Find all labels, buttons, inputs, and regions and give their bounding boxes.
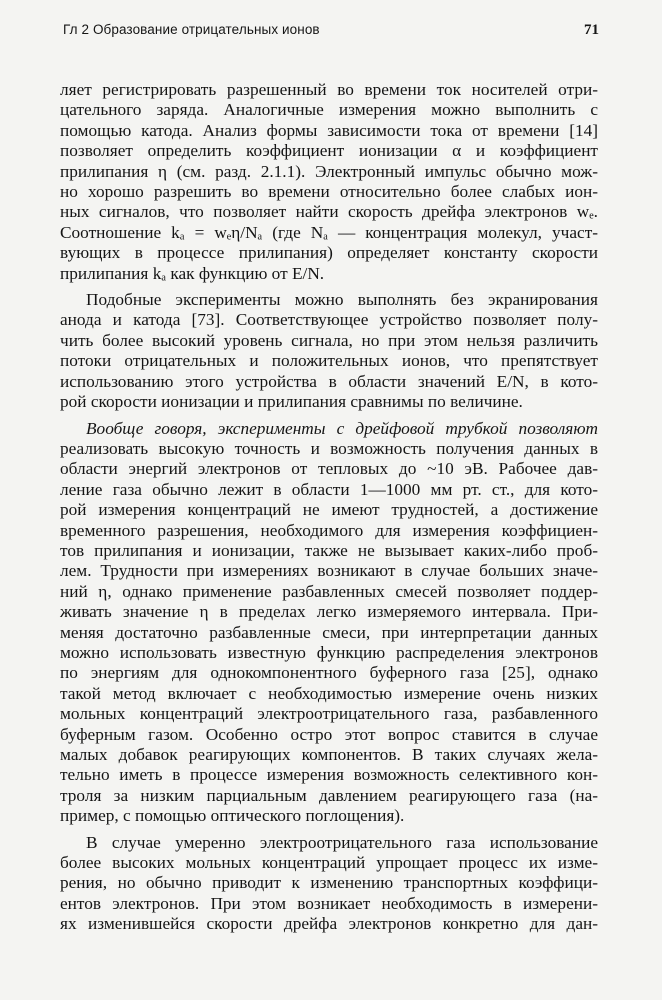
- text-line: рой измерения концентраций не имеют трудностей, а достижение: [60, 500, 598, 520]
- text-line: тельно иметь в процессе измерения возможность селективного кон-: [60, 765, 598, 785]
- text-line: можно использовать известную функцию распределения электронов: [60, 642, 598, 662]
- text-line: но хорошо разрешить во времени относительно более слабых ион-: [60, 182, 598, 202]
- text-line: рой скорости ионизации и прилипания сравнимы по величине.: [60, 392, 523, 412]
- text-line: области энергий электронов от тепловых до ~10 эВ. Рабочее дав-: [60, 459, 598, 479]
- text-line: Вообще говоря, эксперименты с дрейфовой трубкой позволяют: [86, 418, 598, 438]
- text-line: чить более высокий уровень сигнала, но при этом нельзя различить: [60, 330, 598, 350]
- text-line: временного разрешения, необходимого для измерения коэффициен-: [60, 520, 598, 540]
- text-line: ных сигналов, что позволяет найти скорость дрейфа электронов wₑ.: [60, 202, 598, 222]
- text-line: ентов электронов. При этом возникает необходимость в измерени-: [60, 893, 598, 913]
- text-line: ляет регистрировать разрешенный во времени ток носителей отри-: [60, 80, 598, 99]
- text-line: помощью катода. Анализ формы зависимости тока от времени [14]: [60, 120, 598, 140]
- paragraph-3: [60, 419, 598, 827]
- text-line: В случае умеренно электроотрицательного газа использование: [86, 832, 598, 852]
- text-line: цательного заряда. Аналогичные измерения можно выполнить с: [60, 100, 598, 120]
- text-line: по энергиям для однокомпонентного буферного газа [25], однако: [60, 663, 598, 683]
- body-text: [60, 80, 598, 941]
- text-line: рения, но обычно приводит к изменению транспортных коэффици-: [60, 873, 598, 893]
- text-line: ление газа обычно лежит в области 1—1000 мм рт. ст., для кото-: [60, 479, 598, 499]
- paragraph-1: [60, 80, 598, 284]
- text-line: мольных концентраций электроотрицательного газа, разбавленного: [60, 704, 598, 724]
- paragraph-2: [60, 290, 598, 412]
- text-line: потоки отрицательных и положительных ионов, что препятствует: [60, 351, 598, 371]
- text-line: прилипания η (см. разд. 2.1.1). Электронный импульс обычно мож-: [60, 161, 598, 181]
- text-line: троля за низким парциальным давлением реагирующего газа (на-: [60, 785, 598, 805]
- text-line: малых добавок реагирующих компонентов. В таких случаях жела-: [60, 745, 598, 764]
- text-line: вующих в процессе прилипания) определяет константу скорости: [60, 243, 598, 263]
- paragraph-4: [60, 833, 598, 935]
- text-line: тов прилипания и ионизации, также не вызывает каких-либо проб-: [60, 540, 598, 560]
- text-line: такой метод включает с необходимостью измерение очень низких: [60, 683, 598, 703]
- text-line: буферным газом. Особенно остро этот вопрос ставится в случае: [60, 724, 598, 744]
- text-line: Подобные эксперименты можно выполнять без экранирования: [86, 290, 598, 310]
- text-line: лем. Трудности при измерениях возникают в случае больших значе-: [60, 561, 598, 581]
- text-line: более высоких мольных концентраций упрощает процесс их изме-: [60, 853, 598, 873]
- page-number: 71: [584, 22, 599, 38]
- text-line: ний η, однако применение разбавленных смесей позволяет поддер-: [60, 581, 598, 601]
- text-line: ях изменившейся скорости дрейфа электронов конкретно для дан-: [60, 914, 598, 934]
- text-line: позволяет определить коэффициент ионизации α и коэффициент: [60, 141, 598, 161]
- text-line: пример, с помощью оптического поглощения).: [60, 806, 405, 826]
- text-line: прилипания kₐ как функцию от E/N.: [60, 263, 325, 283]
- text-line: анода и катода [73]. Соответствующее устройство позволяет полу-: [60, 310, 598, 330]
- page-header: [63, 22, 599, 48]
- text-line: использованию этого устройства в области значений E/N, в кото-: [60, 371, 598, 391]
- text-line: меняя достаточно разбавленные смеси, при интерпретации данных: [60, 622, 598, 642]
- text-line: реализовать высокую точность и возможность получения данных в: [60, 438, 598, 458]
- text-line: Соотношение kₐ = wₑη/Nₐ (где Nₐ — концентрация молекул, участ-: [60, 222, 598, 242]
- text-line: живать значение η в пределах легко измеряемого интервала. При-: [60, 602, 598, 622]
- running-head: Гл 2 Образование отрицательных ионов: [63, 22, 320, 37]
